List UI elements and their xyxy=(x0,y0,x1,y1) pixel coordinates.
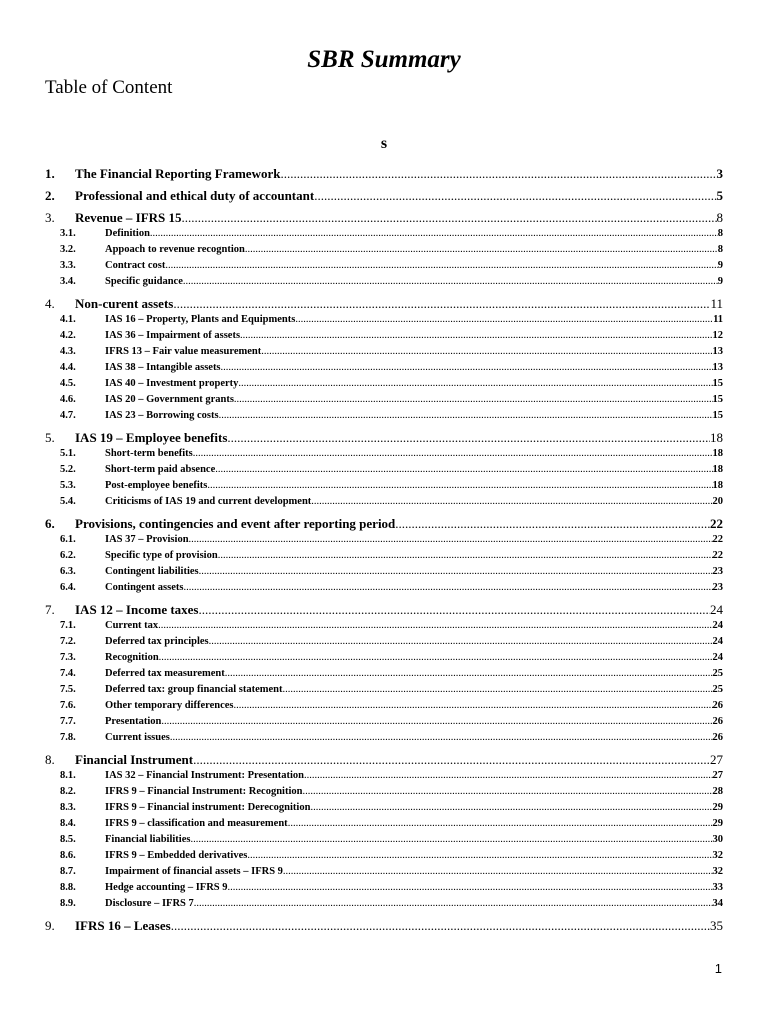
toc-subentry-leader xyxy=(183,582,712,593)
toc-subentry-page: 9 xyxy=(717,260,723,271)
toc-subentry-title: Impairment of financial assets – IFRS 9 xyxy=(105,866,283,877)
toc-subentry-leader xyxy=(234,700,713,711)
toc-subentry-title: Deferred tax: group financial statement xyxy=(105,684,283,695)
toc-subentry-page: 24 xyxy=(712,620,723,631)
toc-entry[interactable] xyxy=(45,210,723,228)
toc-subentry[interactable] xyxy=(45,866,723,882)
toc-subentry-page: 20 xyxy=(712,496,723,507)
toc-entry[interactable] xyxy=(45,752,723,770)
toc-entry-title: Provisions, contingencies and event after reporting period xyxy=(75,516,396,531)
toc-subentry-number: 7.7. xyxy=(60,716,76,727)
toc-subentry-page: 8 xyxy=(717,244,723,255)
toc-entry-page: 27 xyxy=(710,752,723,767)
toc-entry-leader xyxy=(171,918,710,934)
toc-subentry-page: 9 xyxy=(717,276,723,287)
toc-subentry-number: 8.4. xyxy=(60,818,76,829)
toc-subentry[interactable] xyxy=(45,260,723,276)
toc-entry-leader xyxy=(173,296,710,312)
toc-subentry-leader xyxy=(221,362,713,373)
toc-subentry-leader xyxy=(189,534,713,545)
toc-subentry[interactable] xyxy=(45,898,723,914)
toc-subentry-page: 26 xyxy=(712,700,723,711)
toc-subentry-page: 18 xyxy=(712,480,723,491)
toc-subentry[interactable] xyxy=(45,732,723,748)
toc-subentry-number: 6.4. xyxy=(60,582,76,593)
toc-subentry-leader xyxy=(245,244,718,255)
toc-entry-number: 8. xyxy=(45,752,55,767)
toc-subentry[interactable] xyxy=(45,448,723,464)
toc-entry-title: IAS 19 – Employee benefits xyxy=(75,430,228,445)
toc-subentry-leader xyxy=(161,716,712,727)
toc-entry[interactable] xyxy=(45,188,723,206)
toc-subentry[interactable] xyxy=(45,818,723,834)
toc-subentry-leader xyxy=(190,834,712,845)
toc-subentry[interactable] xyxy=(45,378,723,394)
toc-subentry-title: Contract cost xyxy=(105,260,166,271)
toc-subentry-number: 3.2. xyxy=(60,244,76,255)
toc-entry-page: 24 xyxy=(710,602,723,617)
toc-subentry-page: 26 xyxy=(712,716,723,727)
toc-subentry-page: 32 xyxy=(712,850,723,861)
toc-entry-leader xyxy=(280,166,716,182)
toc-subentry-leader xyxy=(183,276,718,287)
toc-subentry-number: 4.3. xyxy=(60,346,76,357)
toc-subentry-title: IFRS 9 – Embedded derivatives xyxy=(105,850,248,861)
toc-subentry[interactable] xyxy=(45,786,723,802)
toc-subentry-title: IAS 38 – Intangible assets xyxy=(105,362,221,373)
toc-entry-title: Revenue – IFRS 15 xyxy=(75,210,182,225)
toc-subentry-number: 4.1. xyxy=(60,314,76,325)
toc-entry-title: Financial Instrument xyxy=(75,752,194,767)
toc-subentry-title: IAS 20 – Government grants xyxy=(105,394,234,405)
toc-subentry-page: 26 xyxy=(712,732,723,743)
toc-entry-number: 3. xyxy=(45,210,55,225)
toc-subentry-leader xyxy=(209,636,713,647)
toc-subentry-page: 23 xyxy=(712,582,723,593)
toc-subentry-leader xyxy=(228,882,713,893)
toc-subentry-leader xyxy=(170,732,713,743)
toc-subentry-title: Current tax xyxy=(105,620,159,631)
toc-entry[interactable] xyxy=(45,296,723,314)
toc-entry-page: 35 xyxy=(710,918,723,933)
toc-subentry-page: 28 xyxy=(712,786,723,797)
toc-subentry-page: 18 xyxy=(712,448,723,459)
toc-entry[interactable] xyxy=(45,918,723,936)
toc-subentry-page: 25 xyxy=(712,668,723,679)
toc-subentry-leader xyxy=(215,464,712,475)
toc-subentry-title: IAS 32 – Financial Instrument: Presentation xyxy=(105,770,305,781)
toc-subentry[interactable] xyxy=(45,882,723,898)
toc-entry[interactable] xyxy=(45,602,723,620)
toc-section xyxy=(45,516,723,598)
toc-subentry[interactable] xyxy=(45,362,723,378)
toc-subentry-number: 6.2. xyxy=(60,550,76,561)
toc-subentry-leader xyxy=(159,652,713,663)
toc-entry-page: 3 xyxy=(716,166,723,181)
toc-subentry-page: 15 xyxy=(712,410,723,421)
toc-subentry-title: IFRS 9 – Financial instrument: Derecognition xyxy=(105,802,311,813)
toc-subentry[interactable] xyxy=(45,244,723,260)
toc-subentry[interactable] xyxy=(45,496,723,512)
toc-subentry[interactable] xyxy=(45,534,723,550)
toc-subentry-number: 8.7. xyxy=(60,866,76,877)
toc-subentry-title: IAS 37 – Provision xyxy=(105,534,189,545)
toc-subentry-number: 5.1. xyxy=(60,448,76,459)
toc-subentry[interactable] xyxy=(45,802,723,818)
toc-entry-leader xyxy=(314,188,716,204)
toc-subentry-number: 5.4. xyxy=(60,496,76,507)
toc-subentry-title: Disclosure – IFRS 7 xyxy=(105,898,194,909)
toc-subentry-number: 7.4. xyxy=(60,668,76,679)
toc-subentry-title: IFRS 13 – Fair value measurement xyxy=(105,346,262,357)
toc-subentry-leader xyxy=(193,448,713,459)
toc-subentry-title: IAS 16 – Property, Plants and Equipments xyxy=(105,314,296,325)
toc-subentry-title: Definition xyxy=(105,228,150,239)
toc-subentry-leader xyxy=(234,394,713,405)
toc-section xyxy=(45,296,723,426)
toc-subentry-page: 23 xyxy=(712,566,723,577)
toc-subentry-leader xyxy=(283,866,713,877)
toc-subentry-number: 7.6. xyxy=(60,700,76,711)
toc-subentry-leader xyxy=(283,684,713,695)
toc-subentry[interactable] xyxy=(45,668,723,684)
toc-subentry[interactable] xyxy=(45,684,723,700)
toc-subentry-title: Post-employee benefits xyxy=(105,480,208,491)
toc-section xyxy=(45,210,723,292)
toc-subentry-number: 7.5. xyxy=(60,684,76,695)
toc-subentry[interactable] xyxy=(45,314,723,330)
toc-entry-page: 5 xyxy=(716,188,723,203)
toc-subentry-leader xyxy=(240,330,712,341)
toc-entry-number: 7. xyxy=(45,602,55,617)
toc-subentry-title: Deferred tax principles xyxy=(105,636,209,647)
toc-subentry-page: 29 xyxy=(712,802,723,813)
toc-subentry-leader xyxy=(225,668,713,679)
toc-subentry-number: 3.4. xyxy=(60,276,76,287)
toc-subentry-title: Short-term paid absence xyxy=(105,464,216,475)
toc-entry[interactable] xyxy=(45,166,723,184)
toc-subentry-number: 8.3. xyxy=(60,802,76,813)
toc-subentry[interactable] xyxy=(45,228,723,244)
toc-subentry-number: 7.8. xyxy=(60,732,76,743)
toc-subentry-page: 15 xyxy=(712,394,723,405)
toc-entry[interactable] xyxy=(45,516,723,534)
toc-subentry-page: 25 xyxy=(712,684,723,695)
toc-subentry[interactable] xyxy=(45,700,723,716)
toc-subentry-leader xyxy=(261,346,712,357)
toc-subentry-number: 8.8. xyxy=(60,882,76,893)
toc-subentry-leader xyxy=(158,620,712,631)
toc-subentry-page: 13 xyxy=(712,346,723,357)
toc-subentry-page: 13 xyxy=(712,362,723,373)
toc-subentry-number: 8.5. xyxy=(60,834,76,845)
toc-subentry[interactable] xyxy=(45,394,723,410)
toc-subentry[interactable] xyxy=(45,330,723,346)
page-number: 1 xyxy=(714,961,722,976)
toc-subentry-title: Appoach to revenue recogntion xyxy=(105,244,245,255)
toc-subentry-title: IAS 23 – Borrowing costs xyxy=(105,410,219,421)
toc-subentry[interactable] xyxy=(45,770,723,786)
toc-section xyxy=(45,918,723,936)
toc-entry-page: 22 xyxy=(710,516,723,531)
toc-entry-title: IAS 12 – Income taxes xyxy=(75,602,199,617)
toc-subentry-title: Deferred tax measurement xyxy=(105,668,225,679)
toc-subentry-title: Specific guidance xyxy=(105,276,183,287)
toc-subentry-title: Current issues xyxy=(105,732,170,743)
toc-subentry-number: 7.2. xyxy=(60,636,76,647)
toc-subentry-page: 29 xyxy=(712,818,723,829)
toc-section xyxy=(45,166,723,184)
toc-subentry-title: IFRS 9 – Financial Instrument: Recognition xyxy=(105,786,303,797)
toc-subentry-title: Specific type of provision xyxy=(105,550,218,561)
toc-subentry-leader xyxy=(218,550,713,561)
toc-subentry-number: 8.1. xyxy=(60,770,76,781)
toc-subentry[interactable] xyxy=(45,582,723,598)
toc-subentry-leader xyxy=(311,496,712,507)
toc-subentry-page: 12 xyxy=(712,330,723,341)
toc-subentry-number: 5.3. xyxy=(60,480,76,491)
toc-subentry-page: 22 xyxy=(712,550,723,561)
toc-subentry-number: 6.1. xyxy=(60,534,76,545)
toc-subentry-number: 5.2. xyxy=(60,464,76,475)
toc-subentry-title: Financial liabilities xyxy=(105,834,191,845)
toc-subentry[interactable] xyxy=(45,850,723,866)
toc-entry-title: IFRS 16 – Leases xyxy=(75,918,171,933)
toc-subentry-number: 6.3. xyxy=(60,566,76,577)
toc-subentry-title: Contingent liabilities xyxy=(105,566,199,577)
toc-subentry-number: 4.4. xyxy=(60,362,76,373)
toc-subentry-page: 32 xyxy=(712,866,723,877)
toc-entry-number: 2. xyxy=(45,188,55,203)
toc-subentry-page: 22 xyxy=(712,534,723,545)
toc-subentry-number: 7.3. xyxy=(60,652,76,663)
toc-section xyxy=(45,430,723,512)
toc-subentry-number: 4.6. xyxy=(60,394,76,405)
toc-subentry-leader xyxy=(310,802,712,813)
toc-subentry[interactable] xyxy=(45,410,723,426)
toc-subentry-number: 8.6. xyxy=(60,850,76,861)
toc-entry[interactable] xyxy=(45,430,723,448)
toc-subentry[interactable] xyxy=(45,834,723,850)
toc-subentry-leader xyxy=(199,566,713,577)
toc-subentry-title: IAS 40 – Investment property xyxy=(105,378,239,389)
toc-entry-title: Professional and ethical duty of accountant xyxy=(75,188,315,203)
toc-entry-page: 8 xyxy=(716,210,723,225)
toc-subentry[interactable] xyxy=(45,464,723,480)
toc-entry-leader xyxy=(227,430,710,446)
toc-entry-leader xyxy=(199,602,711,618)
toc-subentry-page: 24 xyxy=(712,636,723,647)
toc-subentry[interactable] xyxy=(45,652,723,668)
toc-subentry-page: 34 xyxy=(712,898,723,909)
toc-subentry[interactable] xyxy=(45,566,723,582)
toc-subentry-title: Hedge accounting – IFRS 9 xyxy=(105,882,228,893)
toc-subentry-leader xyxy=(295,314,713,325)
toc-subentry-number: 3.3. xyxy=(60,260,76,271)
toc-entry-title: The Financial Reporting Framework xyxy=(75,166,281,181)
toc-subentry-page: 24 xyxy=(712,652,723,663)
toc-subentry-title: IFRS 9 – classification and measurement xyxy=(105,818,288,829)
toc-subentry-number: 7.1. xyxy=(60,620,76,631)
toc-subentry-leader xyxy=(150,228,718,239)
toc-subentry-leader xyxy=(288,818,713,829)
toc-entry-leader xyxy=(395,516,710,532)
toc-entry-number: 5. xyxy=(45,430,55,445)
toc-subentry-leader xyxy=(219,410,713,421)
toc-subentry[interactable] xyxy=(45,276,723,292)
toc-subentry-leader xyxy=(238,378,712,389)
toc-heading: Table of Content xyxy=(45,77,173,98)
toc-subentry-title: Criticisms of IAS 19 and current development xyxy=(105,496,312,507)
toc-subentry-leader xyxy=(207,480,712,491)
toc-entry-leader xyxy=(193,752,710,768)
toc-subentry-page: 27 xyxy=(712,770,723,781)
toc-subentry-page: 30 xyxy=(712,834,723,845)
toc-heading-continuation: s xyxy=(380,135,388,152)
toc-subentry-leader xyxy=(165,260,717,271)
toc-subentry-leader xyxy=(304,770,712,781)
toc-entry-number: 1. xyxy=(45,166,55,181)
toc-subentry-page: 18 xyxy=(712,464,723,475)
toc-subentry-title: Other temporary differences xyxy=(105,700,234,711)
toc-section xyxy=(45,752,723,914)
toc-subentry-number: 3.1. xyxy=(60,228,76,239)
toc-subentry-page: 8 xyxy=(717,228,723,239)
toc-entry-number: 9. xyxy=(45,918,55,933)
toc-subentry-leader xyxy=(194,898,713,909)
toc-subentry[interactable] xyxy=(45,636,723,652)
toc-subentry[interactable] xyxy=(45,620,723,636)
toc-subentry-title: Recognition xyxy=(105,652,159,663)
toc-subentry-page: 15 xyxy=(712,378,723,389)
toc-subentry-title: IAS 36 – Impairment of assets xyxy=(105,330,241,341)
toc-entry-number: 6. xyxy=(45,516,55,531)
toc-subentry[interactable] xyxy=(45,716,723,732)
table-of-contents xyxy=(45,166,723,940)
toc-subentry-leader xyxy=(302,786,712,797)
toc-entry-number: 4. xyxy=(45,296,55,311)
toc-entry-page: 18 xyxy=(710,430,723,445)
toc-subentry-title: Contingent assets xyxy=(105,582,184,593)
document-title: SBR Summary xyxy=(307,46,461,73)
toc-subentry-number: 4.2. xyxy=(60,330,76,341)
toc-subentry-number: 8.2. xyxy=(60,786,76,797)
toc-entry-page: 11 xyxy=(710,296,723,311)
toc-subentry-page: 11 xyxy=(713,314,723,325)
toc-subentry-number: 4.5. xyxy=(60,378,76,389)
toc-subentry-number: 4.7. xyxy=(60,410,76,421)
toc-section xyxy=(45,188,723,206)
toc-entry-leader xyxy=(182,210,717,226)
toc-subentry-title: Short-term benefits xyxy=(105,448,193,459)
toc-subentry-page: 33 xyxy=(712,882,723,893)
toc-subentry[interactable] xyxy=(45,550,723,566)
toc-subentry-number: 8.9. xyxy=(60,898,76,909)
toc-subentry-leader xyxy=(247,850,712,861)
toc-subentry[interactable] xyxy=(45,480,723,496)
toc-section xyxy=(45,602,723,748)
toc-subentry[interactable] xyxy=(45,346,723,362)
toc-entry-title: Non-curent assets xyxy=(75,296,174,311)
toc-subentry-title: Presentation xyxy=(105,716,162,727)
